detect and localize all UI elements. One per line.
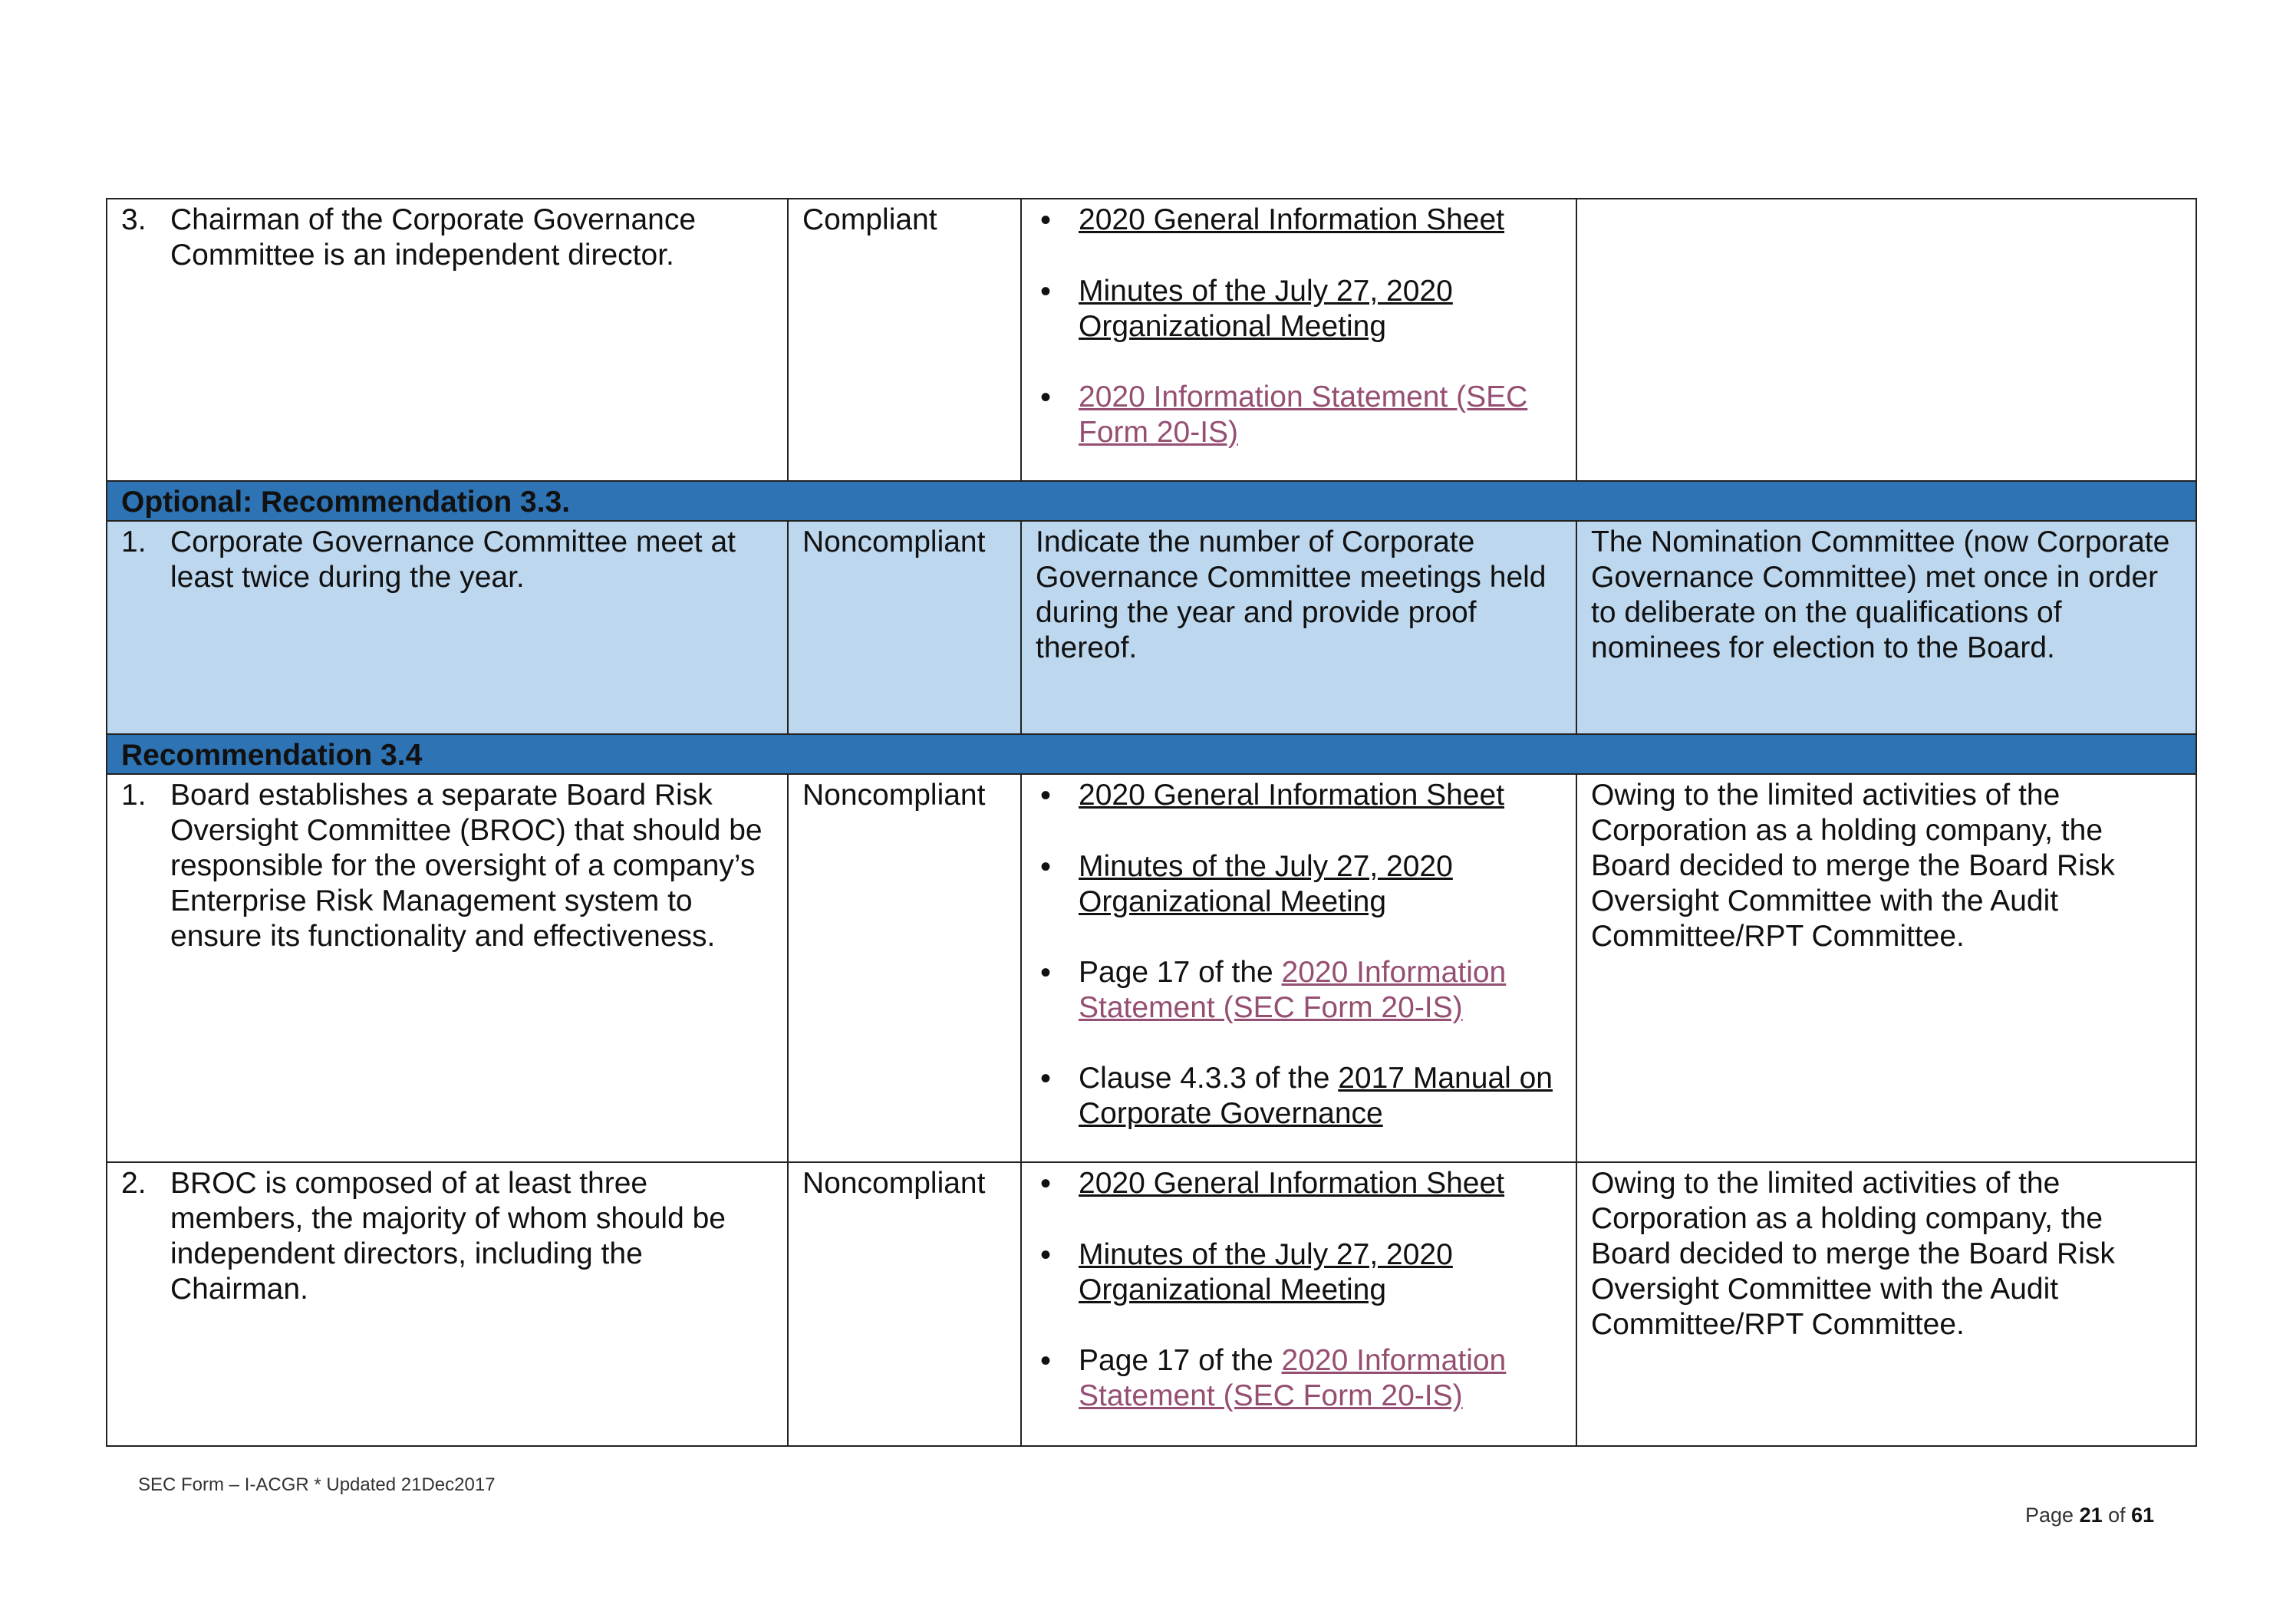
bullet-icon	[1036, 955, 1079, 1026]
bullet-icon	[1036, 1343, 1079, 1414]
evidence-list	[1036, 1166, 1562, 1414]
evidence-prefix: Page 17 of the	[1079, 956, 1282, 989]
list-item	[1036, 203, 1562, 239]
section-header-row	[107, 481, 2196, 521]
bullet-icon	[1036, 380, 1079, 450]
table-row	[107, 521, 2196, 734]
table-row	[107, 774, 2196, 1162]
list-item	[1036, 274, 1562, 344]
list-item	[1036, 1237, 1562, 1308]
page-word: Page	[2025, 1504, 2080, 1527]
evidence-list	[1036, 778, 1562, 1132]
recommendation-cell	[107, 1162, 788, 1446]
list-item	[1036, 1061, 1562, 1132]
of-word: of	[2102, 1504, 2132, 1527]
status-cell: Noncompliant	[788, 521, 1021, 734]
evidence-link[interactable]: 2020 Information Statement (SEC Form 20-IS)	[1079, 1344, 1507, 1412]
list-item	[1036, 380, 1562, 450]
bullet-icon	[1036, 849, 1079, 920]
evidence-link[interactable]: 2020 General Information Sheet	[1079, 779, 1505, 812]
status-cell: Noncompliant	[788, 1162, 1021, 1446]
evidence-link[interactable]: 2020 General Information Sheet	[1079, 203, 1505, 236]
recommendation-cell	[107, 199, 788, 481]
section-header-row	[107, 734, 2196, 774]
bullet-icon	[1036, 1166, 1079, 1202]
list-item	[1036, 778, 1562, 814]
explanation-cell	[1576, 199, 2196, 481]
item-number: 2.	[121, 1167, 147, 1200]
form-footer: SEC Form – I-ACGR * Updated 21Dec2017	[138, 1474, 496, 1495]
list-item	[1036, 849, 1562, 920]
page-current: 21	[2079, 1504, 2103, 1527]
explanation-cell: Owing to the limited activities of the Corporation as a holding company, the Board decided to merge the Board Risk Oversight Committee with the Audit Committee/RPT Committee.	[1576, 1162, 2196, 1446]
section-title: Optional: Recommendation 3.3.	[107, 481, 2196, 521]
evidence-link[interactable]: Minutes of the July 27, 2020 Organizational Meeting	[1079, 275, 1453, 343]
bullet-icon	[1036, 1061, 1079, 1132]
recommendation-cell	[107, 521, 788, 734]
table-row	[107, 1162, 2196, 1446]
evidence-cell	[1021, 199, 1576, 481]
list-item	[1036, 1343, 1562, 1414]
evidence-cell	[1021, 774, 1576, 1162]
evidence-link[interactable]: Minutes of the July 27, 2020 Organizational Meeting	[1079, 1238, 1453, 1306]
item-text: Corporate Governance Committee meet at least twice during the year.	[170, 525, 736, 594]
evidence-prefix: Clause 4.3.3 of the	[1079, 1062, 1339, 1095]
status-cell: Compliant	[788, 199, 1021, 481]
evidence-prefix: Page 17 of the	[1079, 1344, 1282, 1377]
compliance-table	[106, 198, 2197, 1447]
item-text: BROC is composed of at least three members, the majority of whom should be independent directors, including the Chairman.	[170, 1167, 726, 1306]
page-number	[2025, 1504, 2154, 1527]
bullet-icon	[1036, 203, 1079, 239]
table-row	[107, 199, 2196, 481]
list-item	[1036, 1166, 1562, 1202]
list-item	[1036, 955, 1562, 1026]
item-text: Board establishes a separate Board Risk Oversight Committee (BROC) that should be responsible for the oversight of a company’s Enterprise Risk Management system to ensure its functionality and effectiveness.	[170, 779, 763, 953]
evidence-link[interactable]: 2020 Information Statement (SEC Form 20-IS)	[1079, 380, 1528, 449]
bullet-icon	[1036, 778, 1079, 814]
evidence-link[interactable]: Minutes of the July 27, 2020 Organizational Meeting	[1079, 850, 1453, 918]
evidence-cell: Indicate the number of Corporate Governance Committee meetings held during the year and provide proof thereof.	[1021, 521, 1576, 734]
item-number: 3.	[121, 203, 147, 236]
page-total: 61	[2131, 1504, 2155, 1527]
item-text: Chairman of the Corporate Governance Committee is an independent director.	[170, 203, 697, 272]
explanation-cell: Owing to the limited activities of the Corporation as a holding company, the Board decided to merge the Board Risk Oversight Committee with the Audit Committee/RPT Committee.	[1576, 774, 2196, 1162]
bullet-icon	[1036, 1237, 1079, 1308]
evidence-cell	[1021, 1162, 1576, 1446]
recommendation-cell	[107, 774, 788, 1162]
item-number: 1.	[121, 525, 147, 558]
item-number: 1.	[121, 779, 147, 812]
evidence-link[interactable]: 2020 Information Statement (SEC Form 20-IS)	[1079, 956, 1507, 1024]
evidence-link[interactable]: 2020 General Information Sheet	[1079, 1167, 1505, 1200]
bullet-icon	[1036, 274, 1079, 344]
explanation-cell: The Nomination Committee (now Corporate Governance Committee) met once in order to deliberate on the qualifications of nominees for election to the Board.	[1576, 521, 2196, 734]
status-cell: Noncompliant	[788, 774, 1021, 1162]
evidence-list	[1036, 203, 1562, 450]
section-title: Recommendation 3.4	[107, 734, 2196, 774]
evidence-link[interactable]: 2017 Manual on Corporate Governance	[1079, 1062, 1553, 1130]
